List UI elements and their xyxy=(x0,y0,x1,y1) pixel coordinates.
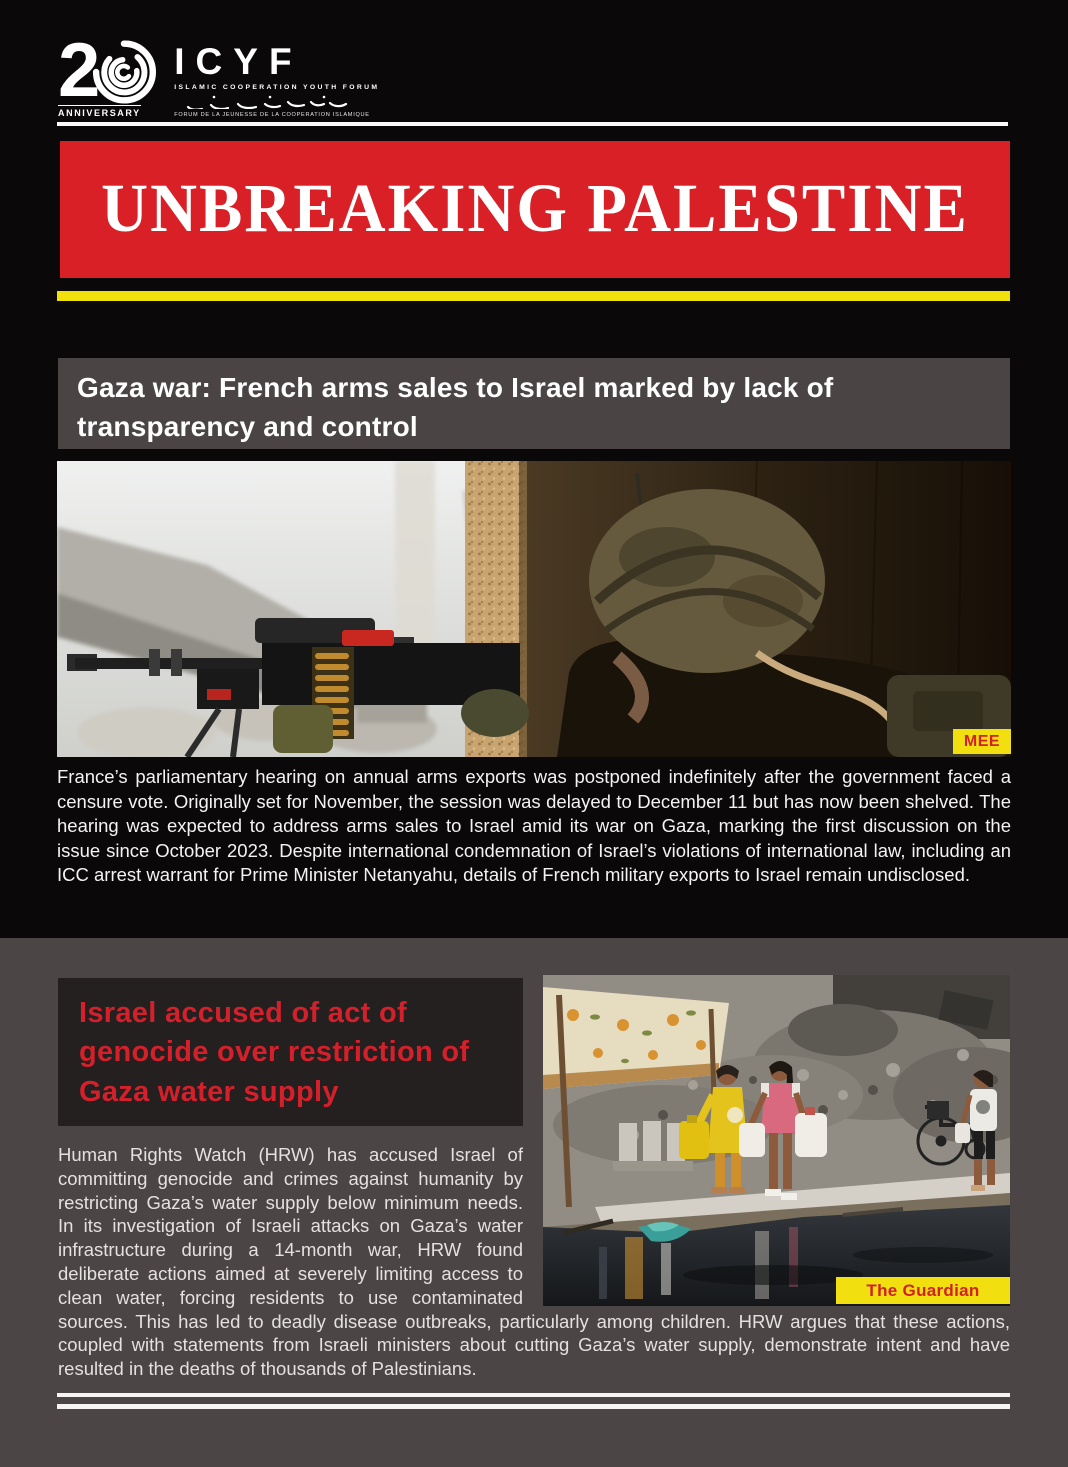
icyf-french-subtitle: FORUM DE LA JEUNESSE DE LA COOPERATION ISLAMIQUE xyxy=(174,112,370,118)
article2-photo-children-water xyxy=(543,975,1010,1306)
article1-headline: Gaza war: French arms sales to Israel marked by lack of transparency and control xyxy=(77,372,834,442)
article2-section xyxy=(0,938,1068,1467)
top-divider-line xyxy=(57,122,1008,126)
icyf-subtitle: ISLAMIC COOPERATION YOUTH FORUM xyxy=(174,84,380,91)
icyf-acronym: ICYF xyxy=(174,41,303,82)
source-badge-mee: MEE xyxy=(953,729,1011,754)
article2-headline: Israel accused of act of genocide over restriction of Gaza water supply xyxy=(79,997,470,1108)
bottom-divider-line-2 xyxy=(57,1404,1010,1409)
article2-headline-box xyxy=(58,978,523,1126)
masthead xyxy=(58,28,380,118)
yellow-accent-line xyxy=(57,291,1010,301)
source-badge-guardian: The Guardian xyxy=(836,1277,1010,1304)
article1-headline-box xyxy=(58,358,1010,449)
article1-body-text: France’s parliamentary hearing on annual arms exports was postponed indefinitely after the government faced a censure vote. Originally set for November, the session was delayed to December 11 but has now been shelved. The hearing was expected to address arms sales to Israel amid its war on Gaza, marking the first discussion on the issue since October 2023. Despite international condemnation of Israel’s violations of international law, including an ICC arrest warrant for Prime Minister Netanyahu, details of French military exports to Israel remain undisclosed. xyxy=(57,766,1011,886)
title-banner xyxy=(60,141,1010,278)
article1-photo-soldier xyxy=(57,461,1011,757)
icyf-logo-text xyxy=(174,40,379,118)
logo-number-2: 2 xyxy=(58,28,97,113)
spiral-rose-icon xyxy=(92,40,156,104)
logo-anniversary-label: ANNIVERSARY xyxy=(58,105,141,118)
bottom-divider-line-1 xyxy=(57,1393,1010,1397)
poster-title: UNBREAKING PALESTINE xyxy=(101,170,969,248)
icyf-arabic-script xyxy=(174,94,350,109)
article2-body-text: Human Rights Watch (HRW) has accused Israel of committing genocide and crimes against humanity by restricting Gaza’s water supply below minimum needs. In its investigation of Israeli attacks on Gaza’s water infrastructure during a 14-month war, HRW found deliberate actions aimed at severely limiting access to clean water, forcing residents to use contaminated sources. This has led to deadly disease outbreaks, particularly among children. HRW argues that these actions, coupled with statements from Israeli ministers about cutting Gaza’s water supply, demonstrate intent and have resulted in the deaths of thousands of Palestinians. xyxy=(58,1144,1010,1380)
anniversary-20-logo xyxy=(58,28,156,118)
